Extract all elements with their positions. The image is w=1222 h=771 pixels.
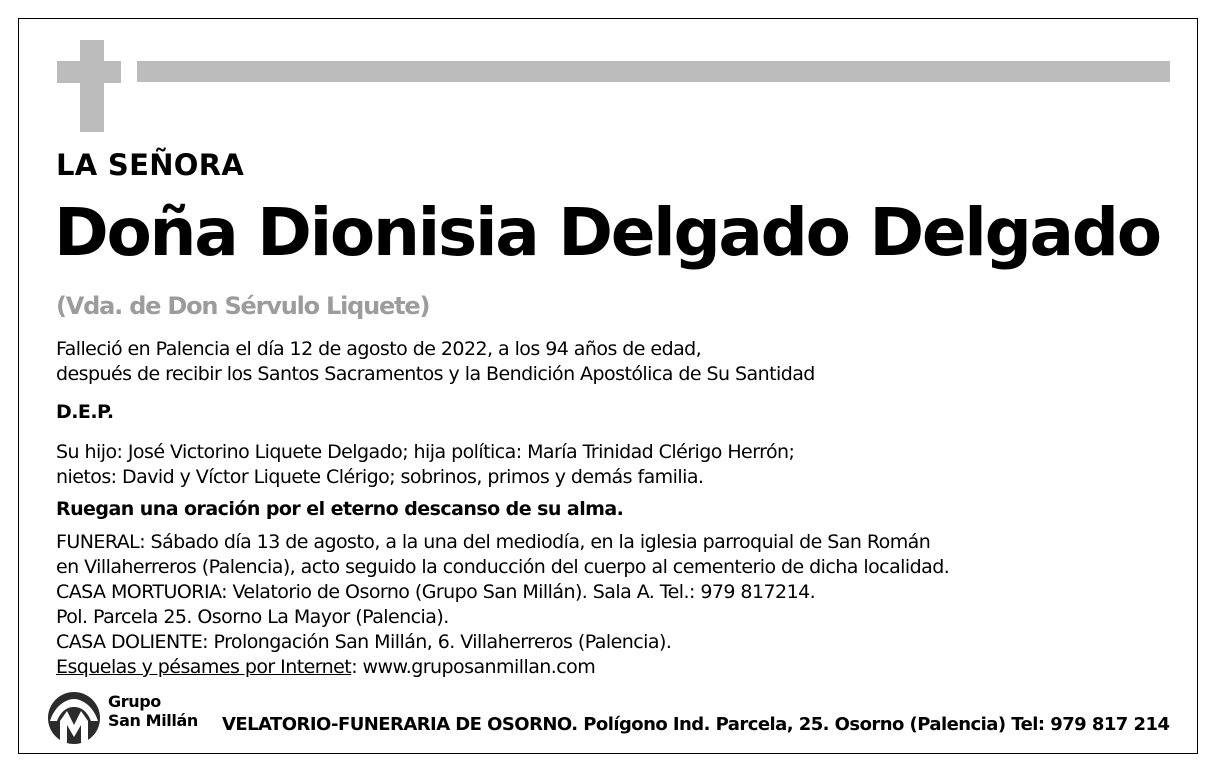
prayer-request (56, 497, 623, 522)
internet-label: Esquelas y pésames por Internet (56, 656, 352, 678)
prayer-text: Ruegan una oración por el eterno descanso de su alma. (56, 498, 624, 520)
logo-line: Grupo (108, 692, 161, 711)
family-line: Su hijo: José Victorino Liquete Delgado; hija política: María Trinidad Clérigo Herrón; (56, 441, 795, 463)
cross-icon-vertical (80, 40, 104, 132)
funeral-line: FUNERAL: Sábado día 13 de agosto, a la una del mediodía, en la iglesia parroquial de San Román (56, 531, 931, 553)
funeral-details (56, 530, 949, 680)
dep-label (56, 400, 114, 425)
logo-line: San Millán (108, 711, 198, 730)
death-notice-line: después de recibir los Santos Sacramentos y la Bendición Apostólica de Su Santidad (56, 363, 815, 385)
internet-separator: : (351, 656, 363, 678)
footer-address: VELATORIO-FUNERARIA DE OSORNO. Polígono Ind. Parcela, 25. Osorno (Palencia) Tel: 979 817 214 (222, 714, 1170, 735)
funeral-line: en Villaherreros (Palencia), acto seguido la conducción del cuerpo al cementerio de dicha localidad. (56, 556, 950, 578)
header-divider-bar (137, 61, 1170, 82)
family-list (56, 440, 794, 490)
honorific-title: LA SEÑORA (56, 148, 245, 182)
internet-line (56, 655, 949, 680)
deceased-name: Doña Dionisia Delgado Delgado (54, 194, 1160, 271)
death-notice-line: Falleció en Palencia el día 12 de agosto de 2022, a los 94 años de edad, (56, 338, 702, 360)
mortuary-line: CASA MORTUORIA: Velatorio de Osorno (Grupo San Millán). Sala A. Tel.: 979 817214. (56, 581, 816, 603)
mourning-house-line: CASA DOLIENTE: Prolongación San Millán, 6. Villaherreros (Palencia). (56, 631, 672, 653)
death-notice (56, 337, 815, 387)
logo-wordmark (108, 692, 198, 730)
internet-url-link[interactable]: www.gruposanmillan.com (362, 656, 596, 678)
mortuary-line: Pol. Parcela 25. Osorno La Mayor (Palencia). (56, 606, 449, 628)
dep-text: D.E.P. (56, 401, 114, 423)
widow-of-line: (Vda. de Don Sérvulo Liquete) (56, 292, 430, 320)
cross-icon-horizontal (57, 61, 121, 83)
grupo-san-millan-logo-icon (47, 691, 101, 745)
family-line: nietos: David y Víctor Liquete Clérigo; sobrinos, primos y demás familia. (56, 466, 704, 488)
